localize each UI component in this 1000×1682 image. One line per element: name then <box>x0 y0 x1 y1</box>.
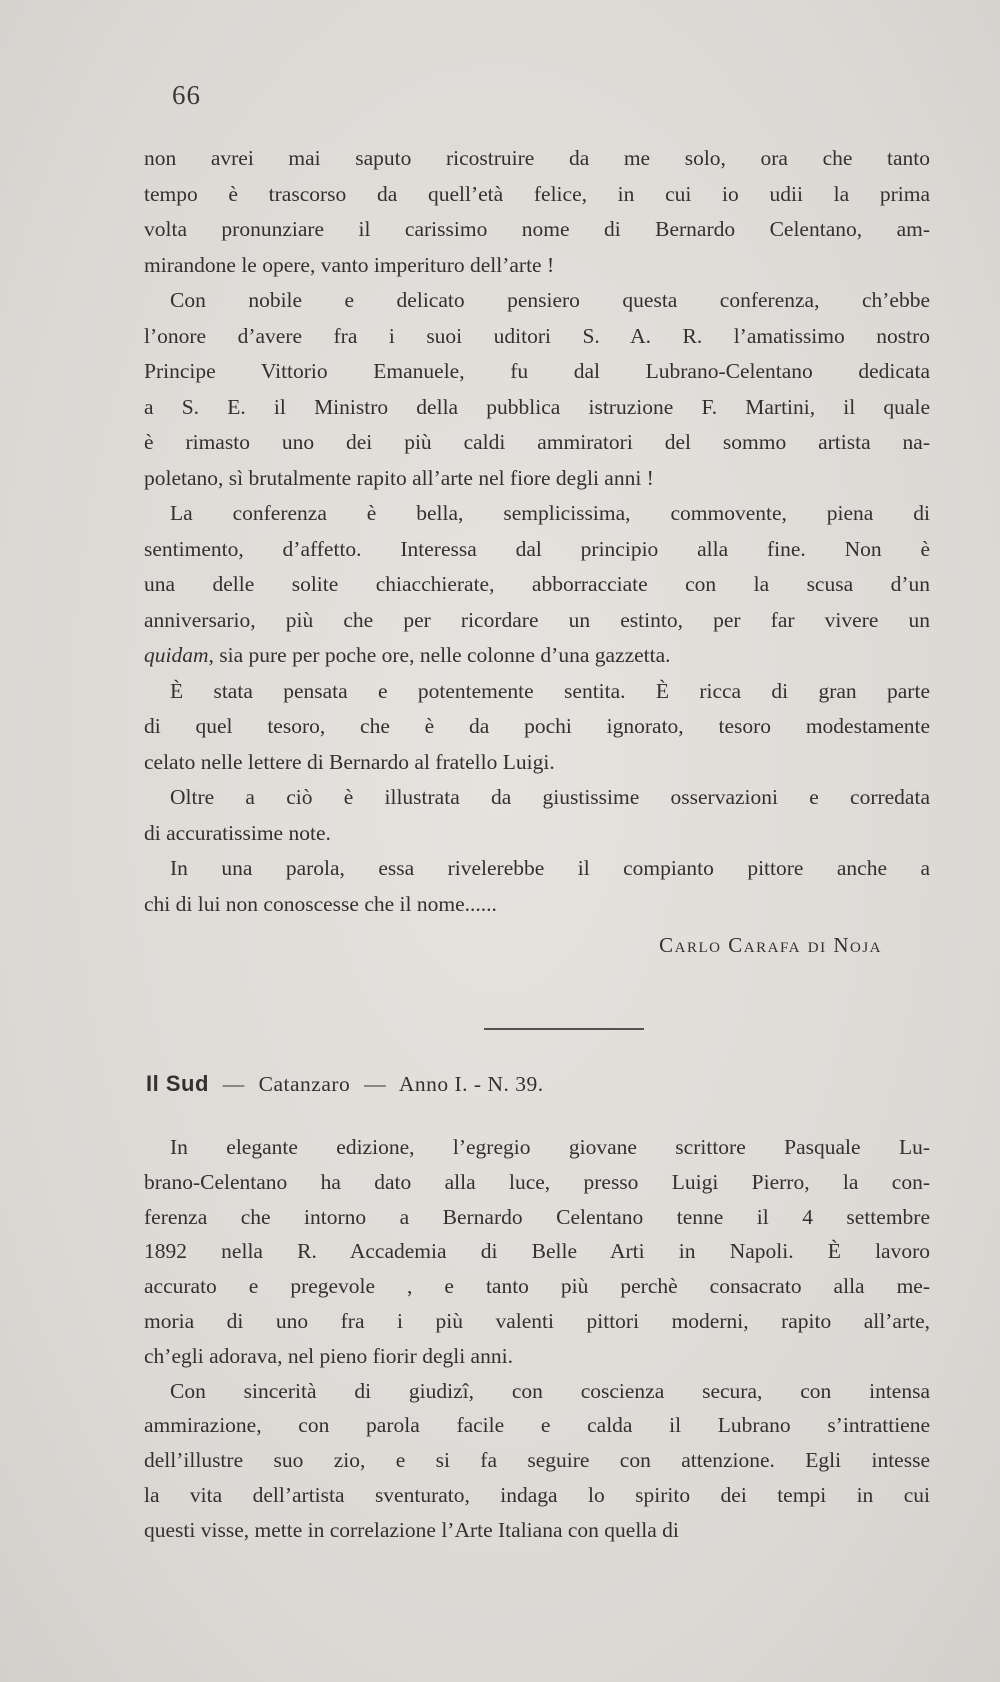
text-line: tempo è trascorso da quell’età felice, in cui io udii la prima <box>144 181 930 206</box>
source-dash: — <box>364 1072 387 1096</box>
text-line: Principe Vittorio Emanuele, fu dal Lubrano-Celentano dedicata <box>144 359 930 383</box>
text-line: ch’egli adorava, nel pieno fiorir degli anni. <box>144 1343 513 1368</box>
text-line: di quel tesoro, che è da pochi ignorato, tesoro modestamente <box>144 714 930 738</box>
text-line: Con nobile e delicato pensiero questa conferenza, ch’ebbe <box>170 288 930 312</box>
text-line: di accuratissime note. <box>144 820 331 845</box>
text-line: chi di lui non conoscesse che il nome...... <box>144 891 497 916</box>
text-line: accurato e pregevole , e tanto più perchè consacrato alla me- <box>144 1274 930 1299</box>
text-line: l’onore d’avere fra i suoi uditori S. A. R. l’amatissimo nostro <box>144 323 930 348</box>
italic-word: quidam <box>144 643 209 667</box>
text-line: La conferenza è bella, semplicissima, commovente, piena di <box>170 501 930 525</box>
text-line: anniversario, più che per ricordare un estinto, per far vivere un <box>144 607 930 632</box>
text-line: È stata pensata e potentemente sentita. È ricca di gran parte <box>170 678 930 703</box>
text-line: dell’illustre suo zio, e si fa seguire con attenzione. Egli intesse <box>144 1448 930 1473</box>
text-line: quidam, sia pure per poche ore, nelle colonne d’una gazzetta. <box>144 643 671 667</box>
text-line: In una parola, essa rivelerebbe il compianto pittore anche a <box>170 856 930 880</box>
text-line: è rimasto uno dei più caldi ammiratori del sommo artista na- <box>144 430 930 454</box>
newspaper-name: Il Sud <box>146 1071 209 1096</box>
text-line: In elegante edizione, l’egregio giovane scrittore Pasquale Lu- <box>170 1135 930 1159</box>
review-text-carafa <box>144 141 930 922</box>
text-line: Oltre a ciò è illustrata da giustissime osservazioni e corredata <box>170 785 930 809</box>
text-line: celato nelle lettere di Bernardo al fratello Luigi. <box>144 749 555 774</box>
text-line: brano-Celentano ha dato alla luce, presso Luigi Pierro, la con- <box>144 1169 930 1194</box>
text-line: 1892 nella R. Accademia di Belle Arti in Napoli. È lavoro <box>144 1239 930 1264</box>
text-line: poletano, sì brutalmente rapito all’arte nel fiore degli anni ! <box>144 465 654 490</box>
signature: Carlo Carafa di Noja <box>659 933 882 957</box>
newspaper-source-line <box>146 1066 930 1102</box>
text-line: ferenza che intorno a Bernardo Celentano tenne il 4 settembre <box>144 1204 930 1229</box>
text-line: la vita dell’artista sventurato, indaga lo spirito dei tempi in cui <box>144 1482 930 1507</box>
page-number: 66 <box>172 80 201 110</box>
text-line: Con sincerità di giudizî, con coscienza secura, con intensa <box>170 1378 930 1403</box>
text-line: questi visse, mette in correlazione l’Arte Italiana con quella di <box>144 1517 679 1542</box>
text-line: sentimento, d’affetto. Interessa dal principio alla fine. Non è <box>144 536 930 561</box>
text-line: volta pronunziare il carissimo nome di Bernardo Celentano, am- <box>144 217 930 241</box>
text-line: una delle solite chiacchierate, abborracciate con la scusa d’un <box>144 572 930 596</box>
review-text-il-sud <box>144 1130 930 1548</box>
text-line: a S. E. il Ministro della pubblica istruzione F. Martini, il quale <box>144 394 930 419</box>
text-line: non avrei mai saputo ricostruire da me solo, ora che tanto <box>144 146 930 170</box>
text-line: moria di uno fra i più valenti pittori moderni, rapito all’arte, <box>144 1308 930 1333</box>
source-dash: — <box>222 1072 245 1096</box>
newspaper-city: Catanzaro <box>258 1072 351 1096</box>
section-divider <box>484 1028 644 1030</box>
newspaper-issue: Anno I. - N. 39. <box>398 1072 544 1096</box>
text-line: mirandone le opere, vanto imperituro dell’arte ! <box>144 252 555 277</box>
text-line: ammirazione, con parola facile e calda il Lubrano s’intrattiene <box>144 1413 930 1438</box>
